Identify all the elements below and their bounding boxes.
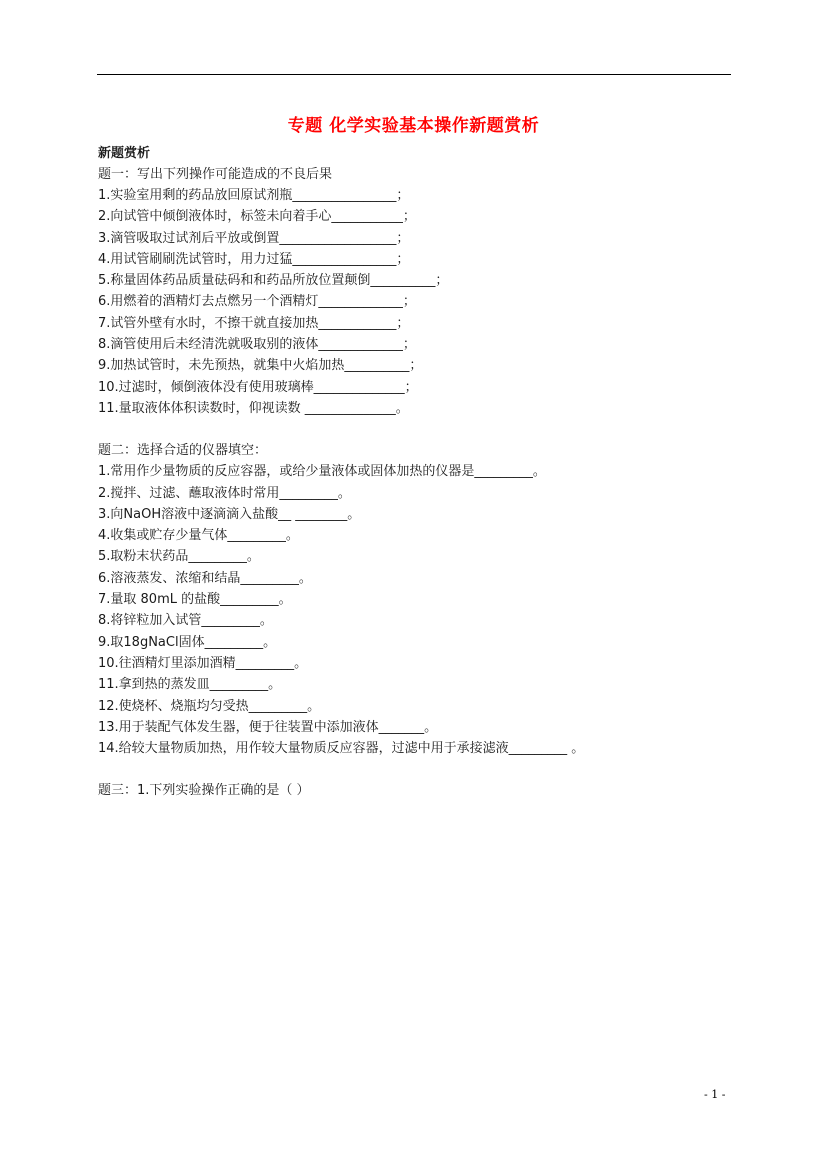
question-1-item: 8.滴管使用后未经清洗就吸取别的液体_____________；: [98, 337, 416, 353]
question-1-item: 6.用燃着的酒精灯去点燃另一个酒精灯_____________；: [98, 294, 416, 310]
page-number: - 1 -: [704, 1088, 726, 1101]
question-2-item: 12.使烧杯、烧瓶均匀受热_________。: [98, 698, 321, 714]
question-2-item: 9.取18gNaCl固体_________。: [98, 634, 277, 650]
question-2-item: 4.收集或贮存少量气体_________。: [98, 528, 299, 544]
document-body: [98, 143, 738, 801]
question-2-item: 13.用于装配气体发生器，便于往装置中添加液体_______。: [98, 719, 438, 735]
document-title: 专题 化学实验基本操作新题赏析: [287, 116, 540, 136]
question-1-item: 5.称量固体药品质量砝码和和药品所放位置颠倒__________；: [98, 273, 449, 289]
question-1-item: 4.用试管刷刷洗试管时，用力过猛________________；: [98, 251, 410, 267]
question-3-heading: 题三：1.下列实验操作正确的是（ ）: [98, 783, 310, 799]
question-2-item: 1.常用作少量物质的反应容器，或给少量液体或固体加热的仪器是_________。: [98, 464, 546, 480]
question-2-item: 6.溶液蒸发、浓缩和结晶_________。: [98, 570, 312, 586]
question-2-item: 14.给较大量物质加热，用作较大量物质反应容器，过滤中用于承接滤液_________ 。: [98, 741, 585, 757]
question-1-item: 3.滴管吸取过试剂后平放或倒置__________________；: [98, 230, 410, 246]
question-1-item: 10.过滤时，倾倒液体没有使用玻璃棒______________；: [98, 379, 418, 395]
question-1-item: 7.试管外壁有水时，不擦干就直接加热____________；: [98, 315, 410, 331]
question-1-heading: 题一：写出下列操作可能造成的不良后果: [98, 167, 333, 182]
spacer: [98, 419, 738, 440]
question-1-item: 11.量取液体体积读数时，仰视读数 ______________。: [98, 400, 409, 416]
question-2-item: 7.量取 80mL 的盐酸_________。: [98, 592, 292, 608]
question-2-item: 10.往酒精灯里添加酒精_________。: [98, 655, 308, 671]
question-2-item: 2.搅拌、过滤、蘸取液体时常用_________。: [98, 485, 351, 501]
question-2-item: 3.向NaOH溶液中逐滴滴入盐酸__ ________。: [98, 506, 361, 522]
question-2-item: 11.拿到热的蒸发皿_________。: [98, 677, 282, 693]
question-2-item: 5.取粉末状药品_________。: [98, 549, 260, 565]
question-2-heading: 题二：选择合适的仪器填空：: [98, 443, 268, 459]
header-rule: [97, 74, 731, 75]
question-1-item: 2.向试管中倾倒液体时，标签未向着手心___________；: [98, 209, 416, 225]
question-1-item: 1.实验室用剩的药品放回原试剂瓶________________；: [98, 188, 410, 203]
question-1-item: 9.加热试管时，未先预热，就集中火焰加热__________；: [98, 358, 423, 374]
section-heading: 新题赏析: [98, 146, 151, 161]
question-2-item: 8.将锌粒加入试管_________。: [98, 613, 273, 629]
spacer: [98, 759, 738, 780]
